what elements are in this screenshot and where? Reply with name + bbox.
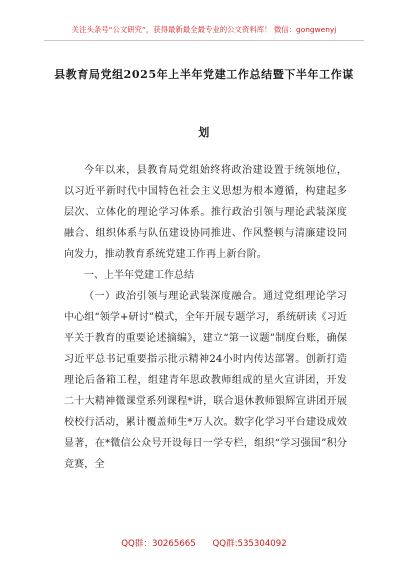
- section-heading: 一、上半年党建工作总结: [84, 270, 194, 281]
- header-banner: 关注头条号“公文研究”，获得最新最全最专业的公文资料库！ 微信：gongwenyj: [71, 25, 337, 34]
- document-title: 县教育局党组2025年上半年党建工作总结暨下半年工作谋: [54, 68, 354, 81]
- document-title-continued: 划: [198, 126, 210, 139]
- header-divider: [44, 40, 364, 41]
- footer-qq-group-2: QQ群:535304092: [212, 539, 287, 549]
- page-header: [0, 0, 408, 56]
- intro-paragraph: 今年以来，县教育局党组始终将政治建设置于统领地位，以习近平新时代中国特色社会主义思想为根本遵循，构建起多层次、立体化的理论学习体系。推行政治引领与理论武装深度融合、组织体系与队伍建设协同推进、作风整顿与清廉建设同向发力，推动教育系统党建工作再上新台阶。: [64, 165, 347, 260]
- section-paragraph: （一）政治引领与理论武装深度融合。通过党组理论学习中心组“领学+研讨”模式，全年开展专题学习，系统研读《习近平关于教育的重要论述摘编》，建立“第一议题”制度台账，确保习近平总书记重要指示批示精神24小时内传达部署。创新打造理论后备箱工程，组建青年思政教师组成的星火宣讲团，开发二十大精神微课堂系列课程*讲，联合退休教师银辉宣讲团开展校校行活动，累计覆盖师生*万人次。数字化学习平台建设成效显著，在*微信公众号开设每日一学专栏，组织“学习强国”积分竞赛，全: [64, 291, 347, 470]
- page-footer: [0, 537, 408, 549]
- footer-qq-group-1: QQ群：30265665: [121, 539, 196, 549]
- document-body: [64, 160, 347, 475]
